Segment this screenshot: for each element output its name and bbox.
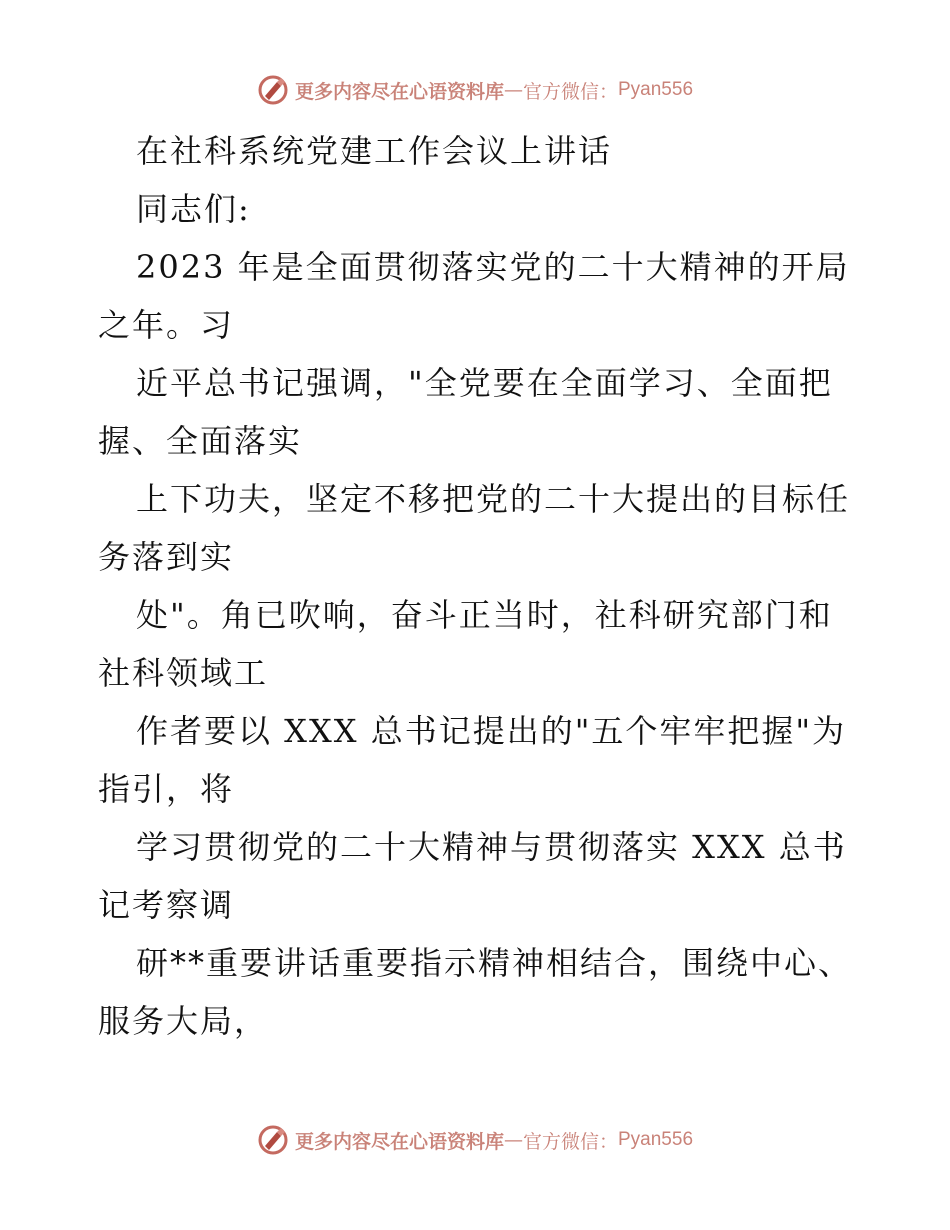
- watermark-main-text: 更多内容尽在心语资料库: [294, 80, 504, 103]
- footer-watermark: [0, 1120, 950, 1160]
- watermark-id: Pyan556: [618, 79, 694, 100]
- text-line: 之年。习: [98, 306, 235, 344]
- text-line: 记考察调: [98, 886, 235, 924]
- document-body: [98, 122, 858, 1050]
- text-line: 指引，将: [98, 770, 235, 808]
- watermark-dash: —: [503, 1129, 523, 1151]
- header-watermark: [0, 70, 950, 110]
- text-line: 同志们:: [136, 190, 251, 228]
- text-line: 社科领域工: [98, 654, 269, 692]
- watermark-main-text: 更多内容尽在心语资料库: [294, 1130, 504, 1153]
- text-line: 处"。角已吹响，奋斗正当时，社科研究部门和: [136, 596, 833, 634]
- text-line: 作者要以 XXX 总书记提出的"五个牢牢把握"为: [136, 712, 847, 750]
- text-line: 学习贯彻党的二十大精神与贯彻落实 XXX 总书: [136, 828, 847, 866]
- text-line: 握、全面落实: [98, 422, 303, 460]
- text-line: 2023 年是全面贯彻落实党的二十大精神的开局: [136, 248, 850, 286]
- pen-logo-icon: [257, 74, 289, 106]
- watermark-dash: —: [503, 79, 523, 101]
- text-line: 务落到实: [98, 538, 235, 576]
- text-line: 研**重要讲话重要指示精神相结合，围绕中心、: [136, 944, 853, 982]
- watermark-id: Pyan556: [618, 1129, 694, 1150]
- watermark-sub-text: 官方微信：: [522, 80, 618, 103]
- text-line: 服务大局，: [98, 1002, 269, 1040]
- pen-logo-icon: [257, 1124, 289, 1156]
- text-line: 上下功夫，坚定不移把党的二十大提出的目标任: [136, 480, 851, 518]
- text-line: 在社科系统党建工作会议上讲话: [136, 132, 613, 170]
- watermark-sub-text: 官方微信：: [522, 1130, 618, 1153]
- text-line: 近平总书记强调，"全党要在全面学习、全面把: [136, 364, 833, 402]
